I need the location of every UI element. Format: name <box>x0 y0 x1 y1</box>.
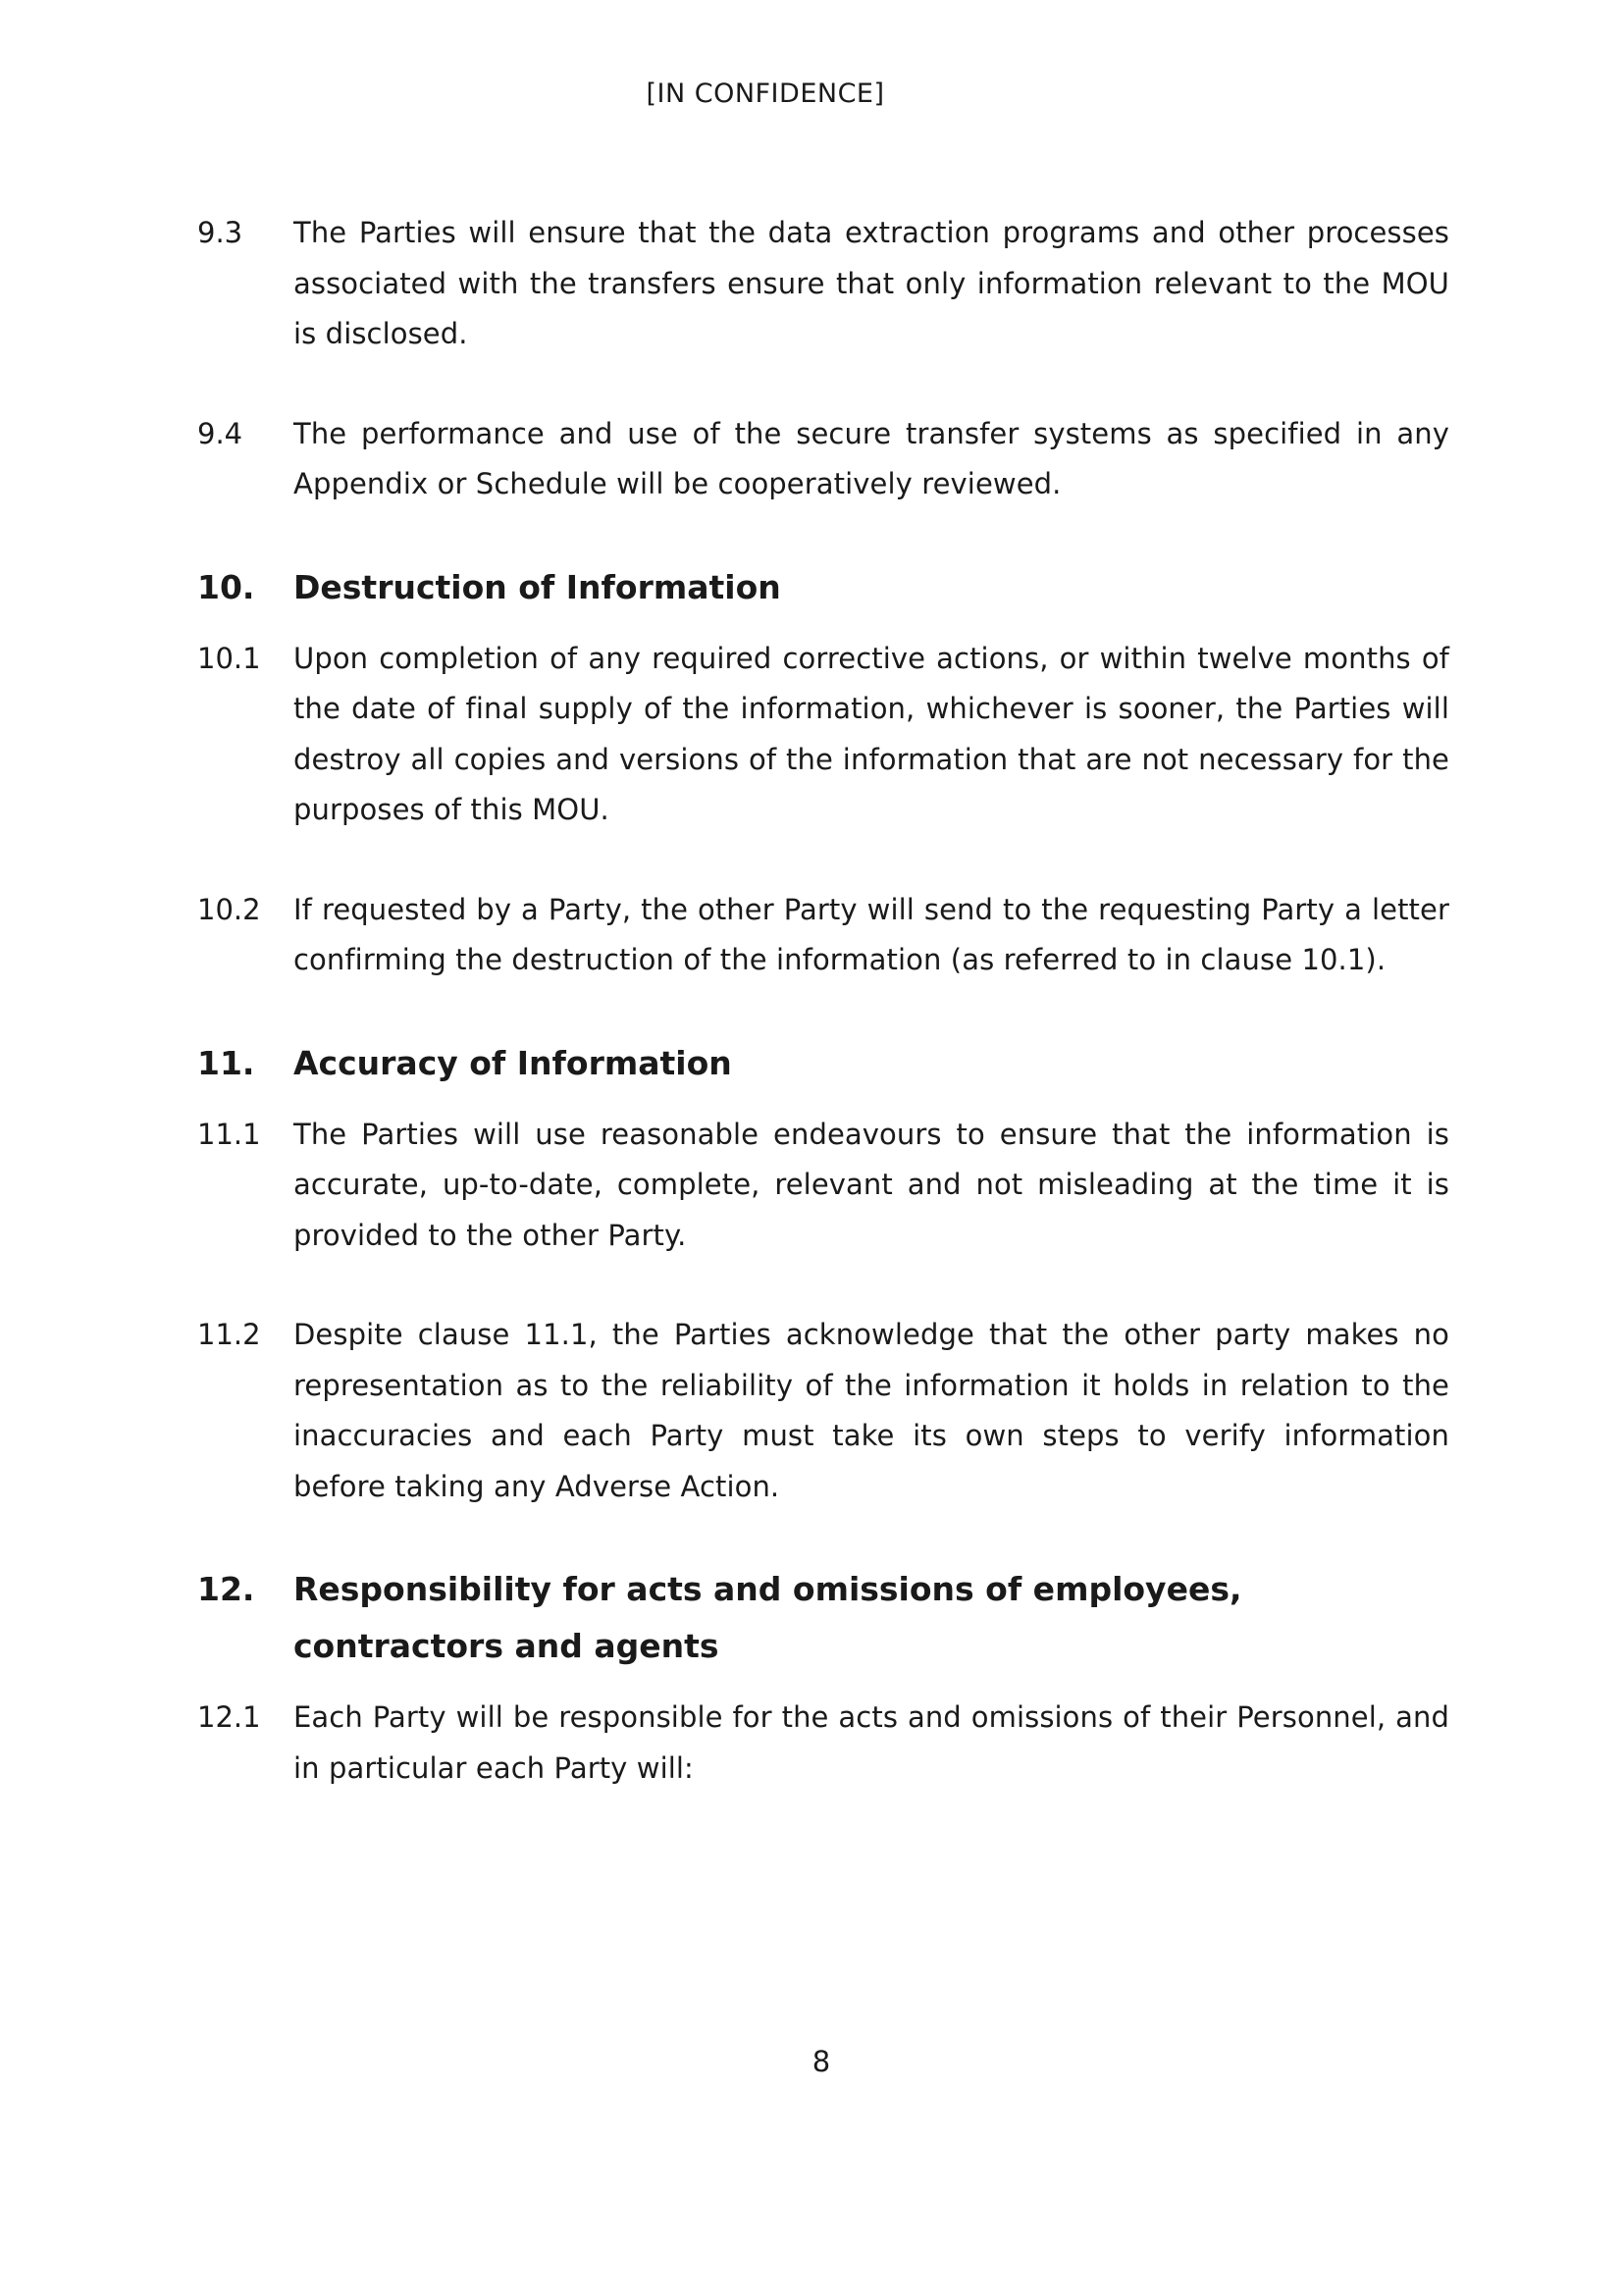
clause-9-4 <box>197 409 1449 510</box>
clause-text: The Parties will use reasonable endeavours to ensure that the information is accurate, up-to-date, complete, relevant and not misleading at the time it is provided to the other Party. <box>293 1117 1449 1252</box>
section-title: Responsibility for acts and omissions of employees, contractors and agents <box>293 1570 1242 1665</box>
clause-number: 10.1 <box>197 641 261 675</box>
clause-11-2 <box>197 1310 1449 1512</box>
document-body <box>197 208 1449 1843</box>
clause-number: 11.1 <box>197 1117 261 1151</box>
clause-text: Despite clause 11.1, the Parties acknowledge that the other party makes no representation as to the reliability of the information it holds in relation to the inaccuracies and each Party must take its own steps to verify information before taking any Adverse Action. <box>293 1318 1449 1503</box>
section-number: 10. <box>197 567 255 606</box>
section-title: Destruction of Information <box>293 567 781 606</box>
clause-11-1 <box>197 1110 1449 1262</box>
page-number: 8 <box>812 2045 831 2078</box>
clause-10-2 <box>197 885 1449 986</box>
clause-number: 10.2 <box>197 892 261 926</box>
clause-text: Each Party will be responsible for the acts and omissions of their Personnel, and in particular each Party will: <box>293 1700 1449 1785</box>
clause-number: 9.4 <box>197 416 243 450</box>
section-title: Accuracy of Information <box>293 1043 732 1082</box>
clause-9-3 <box>197 208 1449 360</box>
clause-12-1 <box>197 1693 1449 1794</box>
clause-text: The performance and use of the secure transfer systems as specified in any Appendix or Schedule will be cooperatively reviewed. <box>293 416 1449 500</box>
clause-text: If requested by a Party, the other Party will send to the requesting Party a letter confirming the destruction of the information (as referred to in clause 10.1). <box>293 892 1449 976</box>
clause-number: 11.2 <box>197 1318 261 1351</box>
section-heading-12 <box>197 1561 1449 1675</box>
section-number: 11. <box>197 1043 255 1082</box>
clause-number: 9.3 <box>197 216 243 249</box>
clause-10-1 <box>197 634 1449 836</box>
clause-number: 12.1 <box>197 1700 261 1734</box>
section-heading-10 <box>197 559 1449 616</box>
section-heading-11 <box>197 1035 1449 1092</box>
confidentiality-marking: [IN CONFIDENCE] <box>646 78 885 109</box>
clause-text: The Parties will ensure that the data extraction programs and other processes associated with the transfers ensure that only information relevant to the MOU is disclosed. <box>293 216 1449 350</box>
clause-text: Upon completion of any required corrective actions, or within twelve months of the date of final supply of the information, whichever is sooner, the Parties will destroy all copies and versions of the information that are not necessary for the purposes of this MOU. <box>293 641 1449 826</box>
section-number: 12. <box>197 1570 255 1608</box>
